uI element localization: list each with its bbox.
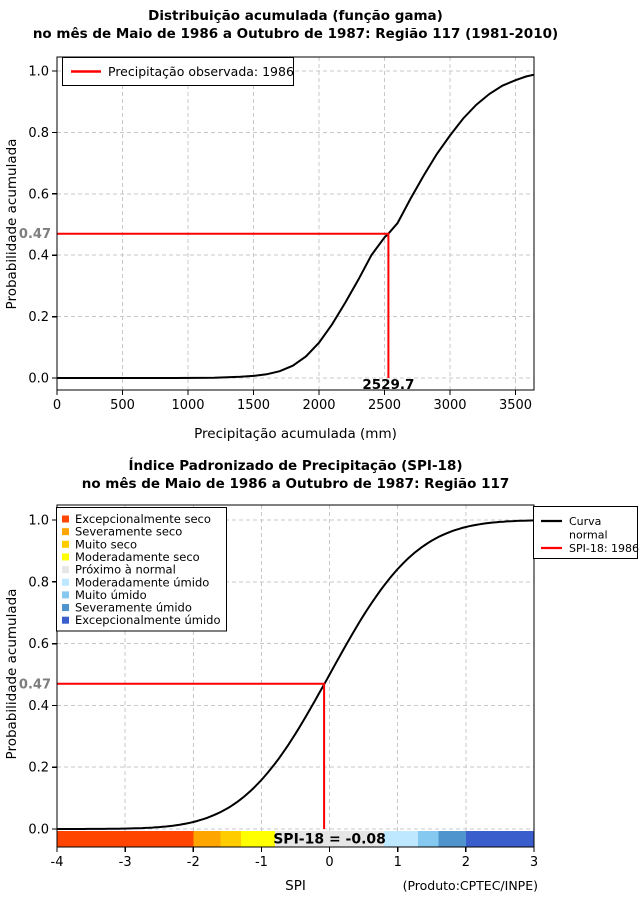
- spi-colorbar-segment: [384, 831, 418, 847]
- panel2-title: Índice Padronizado de Precipitação (SPI-18): [128, 458, 463, 474]
- category-label: Muito seco: [75, 537, 138, 552]
- gamma-cdf-curve: [57, 75, 534, 378]
- spi-x-tick-label: -1: [254, 855, 268, 870]
- spi-colorbar-segment: [439, 831, 466, 847]
- gamma-x-tick-label: 500: [110, 398, 135, 413]
- category-swatch: [62, 604, 69, 611]
- panel1-xaxis-label: Precipitação acumulada (mm): [194, 426, 397, 442]
- panel1-subtitle: no mês de Maio de 1986 a Outubro de 1987: Região 117 (1981-2010): [32, 26, 559, 42]
- gamma-x-tick-label: 3500: [498, 398, 533, 413]
- spi-y-tick-label: 0.2: [28, 760, 49, 776]
- spi-spi-value-annotation: SPI-18 = -0.08: [273, 831, 386, 848]
- panel2-xaxis-label: SPI: [285, 878, 306, 894]
- category-label: Moderadamente seco: [75, 549, 200, 564]
- series-legend-label: normal: [569, 528, 608, 542]
- gamma-x-tick-label: 1000: [171, 398, 205, 413]
- spi-colorbar-segment: [466, 831, 534, 847]
- spi-y-tick-label: 0.6: [28, 637, 49, 653]
- panel1-yaxis-label: Probabilidade acumulada: [4, 138, 20, 310]
- category-swatch: [62, 528, 69, 535]
- gamma-y-tick-label: 0.4: [28, 248, 49, 264]
- category-swatch: [62, 553, 69, 560]
- spi-y-tick-label: 0.4: [28, 698, 49, 714]
- gamma-y-tick-label: 0.6: [28, 187, 49, 203]
- gamma-y-tick-label: 0.0: [28, 371, 49, 387]
- spi-y-tick-label: 0.8: [28, 575, 49, 591]
- panel2-yaxis-label: Probabilidade acumulada: [4, 588, 20, 760]
- category-swatch: [62, 591, 69, 598]
- gamma-x-tick-label: 0: [52, 398, 62, 413]
- gamma-y-tick-label: 0.8: [28, 125, 49, 141]
- spi-y-tick-label: 1.0: [28, 513, 49, 529]
- category-label: Muito úmido: [75, 587, 147, 602]
- spi-x-tick-label: -4: [50, 855, 64, 870]
- category-swatch: [62, 516, 69, 523]
- gamma-x-tick-label: 3000: [433, 398, 467, 413]
- gamma-plot-frame: [57, 57, 534, 390]
- category-swatch: [62, 566, 69, 573]
- spi-colorbar-segment: [241, 831, 275, 847]
- gamma-probability-annotation: 0.47: [18, 227, 51, 243]
- category-label: Excepcionalmente úmido: [75, 613, 221, 628]
- series-legend-label: SPI-18: 1986: [569, 542, 640, 555]
- category-swatch: [62, 617, 69, 624]
- spi-x-tick-label: 0: [325, 855, 334, 870]
- spi-x-tick-label: 3: [529, 855, 539, 870]
- category-label: Severamente úmido: [75, 600, 192, 615]
- gamma-y-tick-label: 0.2: [28, 310, 49, 326]
- category-label: Severamente seco: [75, 524, 183, 539]
- spi-x-tick-label: 1: [393, 855, 402, 870]
- gamma-x-tick-label: 2000: [302, 398, 336, 413]
- spi-colorbar-segment: [221, 831, 241, 847]
- spi-colorbar-segment: [418, 831, 438, 847]
- category-swatch: [62, 579, 69, 586]
- spi-y-tick-label: 0.0: [28, 822, 49, 838]
- spi-x-tick-label: -3: [118, 855, 132, 870]
- spi-x-tick-label: -2: [186, 855, 200, 870]
- gamma-x-tick-label: 1500: [236, 398, 271, 413]
- category-swatch: [62, 541, 69, 548]
- gamma-x-tick-label: 2500: [367, 398, 402, 413]
- category-label: Próximo à normal: [75, 562, 176, 577]
- product-note: (Produto:CPTEC/INPE): [402, 878, 538, 893]
- panel2-subtitle: no mês de Maio de 1986 a Outubro de 1987: Região 117: [81, 476, 510, 492]
- gamma-value-annotation: 2529.7: [362, 377, 415, 393]
- spi-colorbar-segment: [57, 831, 193, 847]
- spi-x-tick-label: 2: [461, 855, 470, 870]
- spi-probability-annotation: 0.47: [18, 677, 51, 693]
- spi-colorbar-segment: [193, 831, 220, 847]
- panel1-title: Distribuição acumulada (função gama): [148, 8, 443, 24]
- gamma-legend-label: Precipitação observada: 1986: [108, 64, 294, 79]
- series-legend-label: Curva: [569, 515, 602, 528]
- category-label: Moderadamente úmido: [75, 575, 210, 590]
- gamma-y-tick-label: 1.0: [28, 64, 49, 80]
- category-label: Excepcionalmente seco: [75, 512, 211, 526]
